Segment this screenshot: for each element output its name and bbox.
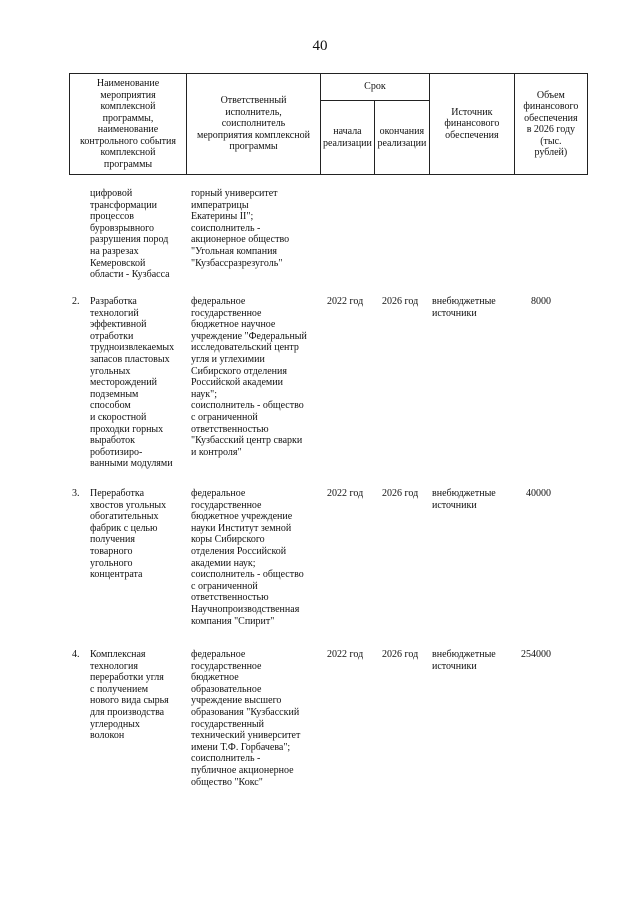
row-name: Комплексная технология переработки угля с получением нового вида сырья для производства углеродных волокон <box>90 649 169 742</box>
header-responsible: Ответственный исполнитель, соисполнитель мероприятия комплексной программы <box>187 74 321 175</box>
header-name: Наименование мероприятия комплексной программы, наименование контрольного события комплексной программы <box>70 74 187 175</box>
header-start: начала реализации <box>321 101 375 175</box>
row-start: 2022 год <box>327 296 364 307</box>
header-source: Источник финансового обеспечения <box>429 74 514 175</box>
row-number: 4. <box>72 649 80 660</box>
row-responsible: федеральное государственное бюджетное образовательное учреждение высшего образования "Кузбасский государственный технический университет имени Т.Ф. Горбачева"; соисполнитель - публичное акционерное общество "Кокс" <box>191 649 301 788</box>
row-source: внебюджетные источники <box>432 649 496 672</box>
row-name: Разработка технологий эффективной отработки трудноизвлекаемых запасов пластовых угольных месторождений подземным способом и скоростной проходки горных выработок роботизиро- ванными модулями <box>90 296 175 470</box>
row-number: 2. <box>72 296 80 307</box>
row-start: 2022 год <box>327 649 364 660</box>
header-end: окончания реализации <box>374 101 429 175</box>
continuation-responsible: горный университет императрицы Екатерины II"; соисполнитель - акционерное общество "Угольная компания "Кузбассразрезуголь" <box>191 188 290 269</box>
row-end: 2026 год <box>382 296 419 307</box>
row-volume: 40000 <box>526 488 551 499</box>
continuation-name: цифровой трансформации процессов буровзрывного разрушения пород на разрезах Кемеровской области - Кузбасса <box>90 188 170 281</box>
header-term: Срок <box>321 74 430 101</box>
row-source: внебюджетные источники <box>432 488 496 511</box>
row-source: внебюджетные источники <box>432 296 496 319</box>
row-start: 2022 год <box>327 488 364 499</box>
row-number: 3. <box>72 488 80 499</box>
row-end: 2026 год <box>382 649 419 660</box>
row-volume: 8000 <box>531 296 551 307</box>
row-responsible: федеральное государственное бюджетное научное учреждение "Федеральный исследовательский центр угля и углехимии Сибирского отделения Российской академии наук"; соисполнитель - общество с ограниченной ответственностью "Кузбасский центр сварки и контроля" <box>191 296 307 458</box>
row-volume: 254000 <box>521 649 551 660</box>
row-end: 2026 год <box>382 488 419 499</box>
page-number: 40 <box>312 38 328 54</box>
header-volume: Объем финансового обеспечения в 2026 году (тыс. рублей) <box>514 74 587 175</box>
row-responsible: федеральное государственное бюджетное учреждение науки Институт земной коры Сибирского отделения Российской академии наук; соисполнитель - общество с ограниченной ответственностью Научнопроизводственная компания "Спирит" <box>191 488 304 627</box>
row-name: Переработка хвостов угольных обогатительных фабрик с целью получения товарного угольного концентрата <box>90 488 167 581</box>
